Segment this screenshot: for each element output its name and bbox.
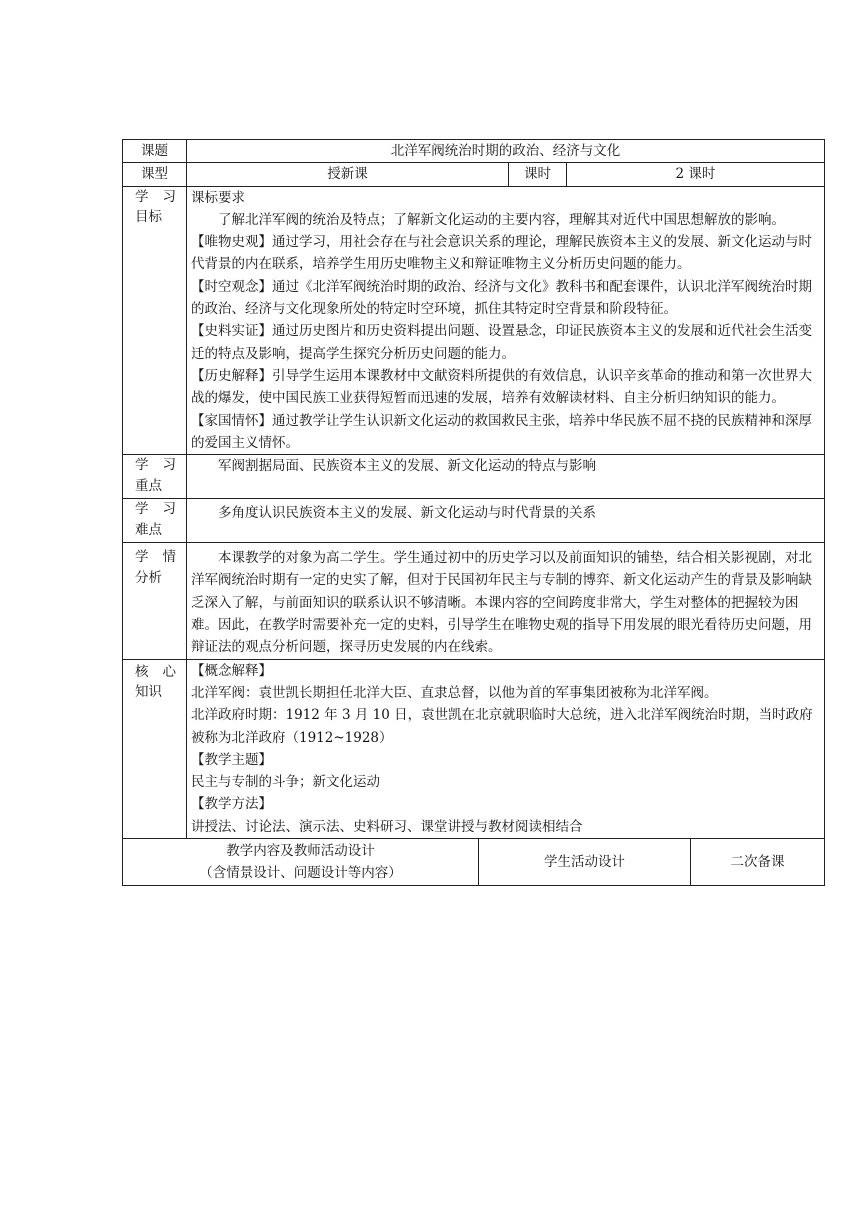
- core-theme-text: 民主与专制的斗争；新文化运动: [191, 774, 380, 791]
- core-theme-title: 【教学主题】: [191, 751, 272, 768]
- design-col-student: 学生活动设计: [479, 839, 691, 886]
- type-value: 授新课: [187, 163, 509, 186]
- difficulties-label-line2: 难点: [135, 521, 162, 538]
- key-points-text: 军阀割据局面、民族资本主义的发展、新文化运动的特点与影响: [218, 458, 596, 475]
- hours-value: 2 课时: [567, 163, 825, 186]
- analysis-row: [123, 543, 825, 659]
- goals-content: [187, 186, 825, 455]
- analysis-text: 本课教学的对象为高二学生。学生通过初中的历史学习以及前面知识的铺垫，结合相关影视剧，对北洋军阀统治时期有一定的史实了解，但对于民国初年民主与专制的博弈、新文化运动产生的背景及影响缺乏深入了解，与前面知识的联系认识不够清晰。本课内容的空间跨度非常大，学生对整体的把握较为困难。因此，在教学时需要补充一定的史料，引导学生在唯物史观的指导下用发展的眼光看待历史问题，用辩证法的观点分析问题，探寻历史发展的内在线索。: [191, 550, 812, 656]
- design-col-teacher-line2: （含情景设计、问题设计等内容）: [199, 865, 402, 882]
- key-points-label-line2: 重点: [135, 477, 162, 494]
- difficulties-content: [187, 499, 825, 543]
- goals-label-line1: 学 习: [135, 188, 176, 205]
- goals-title: 课标要求: [191, 189, 245, 206]
- difficulties-label: [123, 499, 187, 543]
- goal-item-evidence: 【史料实证】通过历史图片和历史资料提出问题、设置悬念，印证民族资本主义的发展和近代社会生活变迁的特点及影响，提高学生探究分析历史问题的能力。: [191, 323, 812, 362]
- difficulties-text: 多角度认识民族资本主义的发展、新文化运动与时代背景的关系: [218, 505, 596, 522]
- topic-label: 课题: [123, 140, 187, 163]
- analysis-content: [187, 543, 825, 659]
- core-method-title: 【教学方法】: [191, 796, 272, 813]
- goals-label-line2: 目标: [135, 209, 162, 226]
- design-col-teacher-line1: 教学内容及教师活动设计: [226, 842, 375, 859]
- analysis-label-line1: 学 情: [135, 549, 176, 566]
- analysis-label-line2: 分析: [135, 569, 162, 586]
- difficulties-row: [123, 499, 825, 543]
- design-header-row: [123, 839, 825, 886]
- goal-item-interpretation: 【历史解释】引导学生运用本课教材中文献资料所提供的有效信息，认识辛亥革命的推动和第一次世界大战的爆发，使中国民族工业获得短暂而迅速的发展，培养有效解读材料、自主分析归纳知识的能力。: [191, 367, 812, 407]
- key-points-label: [123, 455, 187, 499]
- core-content: [187, 659, 825, 838]
- key-points-content: [187, 455, 825, 499]
- type-row: [123, 163, 825, 186]
- topic-value: 北洋军阀统治时期的政治、经济与文化: [187, 140, 825, 163]
- type-label: 课型: [123, 163, 187, 186]
- core-row: [123, 659, 825, 838]
- topic-row: [123, 140, 825, 163]
- goals-row: [123, 186, 825, 455]
- difficulties-label-line1: 学 习: [135, 501, 176, 518]
- goals-requirement: 了解北洋军阀的统治及特点；了解新文化运动的主要内容，理解其对近代中国思想解放的影响。: [218, 211, 785, 228]
- core-label-line1: 核 心: [135, 663, 176, 680]
- key-points-row: [123, 455, 825, 499]
- core-concept-title: 【概念解释】: [191, 662, 272, 679]
- goal-item-materialism: 【唯物史观】通过学习，用社会存在与社会意识关系的理论，理解民族资本主义的发展、新文化运动与时代背景的内在联系，培养学生用历史唯物主义和辩证唯物主义分析历史问题的能力。: [191, 234, 812, 273]
- core-concept-2: 北洋政府时期：1912 年 3 月 10 日，袁世凯在北京就职临时大总统，进入北洋军阀统治时期，当时政府被称为北洋政府（1912~1928）: [191, 707, 813, 746]
- key-points-label-line1: 学 习: [135, 457, 176, 474]
- core-concept-1: 北洋军阀：袁世凯长期担任北洋大臣、直隶总督，以他为首的军事集团被称为北洋军阀。: [191, 684, 718, 701]
- goal-item-spacetime: 【时空观念】通过《北洋军阀统治时期的政治、经济与文化》教科书和配套课件，认识北洋军阀统治时期的政治、经济与文化现象所处的特定时空环境，抓住其特定时空背景和阶段特征。: [191, 278, 812, 318]
- design-header-table: [122, 838, 825, 886]
- core-label: [123, 659, 187, 838]
- hours-label: 课时: [509, 163, 567, 186]
- goals-label: [123, 186, 187, 455]
- lesson-plan-table: [122, 139, 825, 839]
- analysis-label: [123, 543, 187, 659]
- goal-item-patriotism: 【家国情怀】通过教学让学生认识新文化运动的救国救民主张，培养中华民族不屈不挠的民族精神和深厚的爱国主义情怀。: [191, 412, 812, 451]
- design-col-second-prep: 二次备课: [691, 839, 825, 886]
- design-col-teacher: [123, 839, 479, 886]
- core-label-line2: 知识: [135, 684, 162, 701]
- core-method-text: 讲授法、讨论法、演示法、史料研习、课堂讲授与教材阅读相结合: [191, 818, 583, 835]
- lesson-plan: [122, 139, 824, 886]
